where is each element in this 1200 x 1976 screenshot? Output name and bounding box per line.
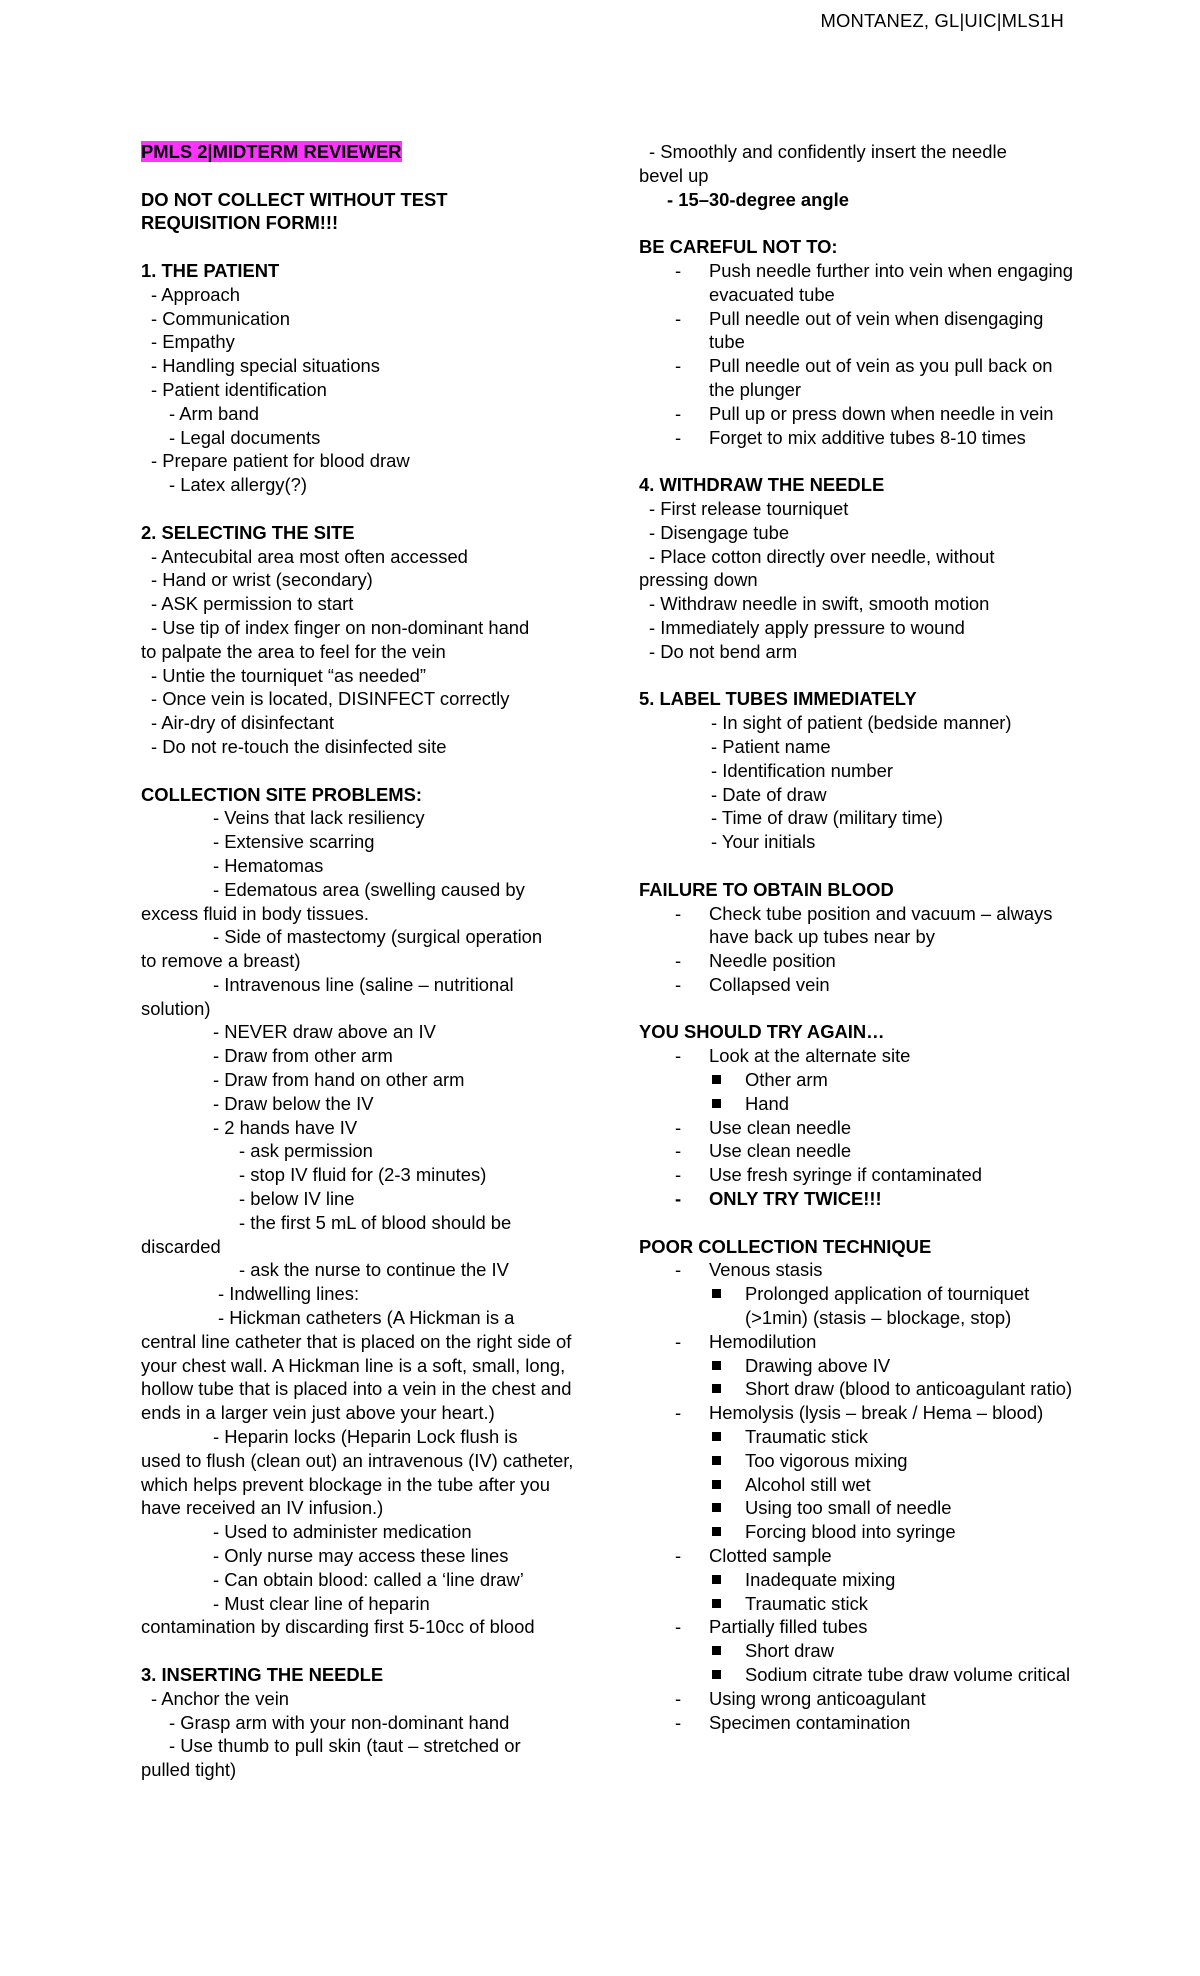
- list-item: - First release tourniquet: [649, 497, 849, 519]
- list-item-continuation: to remove a breast): [141, 950, 301, 972]
- list-item: - Do not bend arm: [649, 640, 798, 662]
- section-heading-try-again: YOU SHOULD TRY AGAIN…: [639, 1021, 885, 1043]
- warning-line-2: REQUISITION FORM!!!: [141, 212, 339, 234]
- list-subitem: Other arm: [639, 1068, 1079, 1092]
- list-item-continuation: bevel up: [639, 164, 709, 186]
- page-header-author: MONTANEZ, GL|UIC|MLS1H: [820, 10, 1064, 31]
- list-item: - Hemodilution: [639, 1330, 1079, 1354]
- list-item: - Communication: [151, 307, 290, 329]
- list-subitem: Hand: [639, 1092, 1079, 1116]
- list-subitem: - the first 5 mL of blood should be: [239, 1211, 512, 1233]
- list-item: - Anchor the vein: [151, 1687, 290, 1709]
- section-heading-withdraw: 4. WITHDRAW THE NEEDLE: [639, 474, 885, 496]
- list-item: - Pull needle out of vein when disengaging tube: [639, 307, 1079, 355]
- list-subitem: - ask the nurse to continue the IV: [239, 1259, 509, 1281]
- list-item: - Disengage tube: [649, 521, 790, 543]
- list-subitem: - Legal documents: [169, 426, 321, 448]
- list-item: - Place cotton directly over needle, without: [649, 545, 995, 567]
- list-item: - Smoothly and confidently insert the needle: [649, 141, 1007, 162]
- list-subitem: - Arm band: [169, 402, 259, 424]
- section-heading-careful: BE CAREFUL NOT TO:: [639, 236, 838, 258]
- list-item: - Veins that lack resiliency: [213, 807, 425, 829]
- list-item: - Pull needle out of vein as you pull back on the plunger: [639, 354, 1079, 402]
- list-subitem: Drawing above IV: [639, 1354, 1079, 1378]
- list-item-continuation: solution): [141, 997, 211, 1019]
- list-item: - In sight of patient (bedside manner): [711, 712, 1012, 734]
- list-subitem: Too vigorous mixing: [639, 1449, 1079, 1473]
- section-heading-label: 5. LABEL TUBES IMMEDIATELY: [639, 688, 917, 710]
- list-item: - Clotted sample: [639, 1544, 1079, 1568]
- list-item: - Draw from other arm: [213, 1045, 393, 1067]
- list-item: - Use tip of index finger on non-dominant hand: [151, 616, 530, 638]
- list-item-continuation: pulled tight): [141, 1759, 237, 1781]
- list-subitem: - ask permission: [239, 1140, 373, 1162]
- list-item: - Hematomas: [213, 854, 324, 876]
- list-item-continuation: excess fluid in body tissues.: [141, 902, 369, 924]
- list-item: - Patient identification: [151, 378, 327, 400]
- list-item: - Withdraw needle in swift, smooth motion: [649, 593, 990, 615]
- list-subitem: Inadequate mixing: [639, 1568, 1079, 1592]
- list-subitem: Short draw: [639, 1639, 1079, 1663]
- list-item: - Approach: [151, 283, 240, 305]
- list-item: - Immediately apply pressure to wound: [649, 616, 965, 638]
- list-item: - Use clean needle: [639, 1116, 1079, 1140]
- list-item: - Time of draw (military time): [711, 807, 943, 829]
- list-item: - Check tube position and vacuum – always have back up tubes near by: [639, 902, 1079, 950]
- list-item-continuation: central line catheter that is placed on the right side of your chest wall. A Hickman line is a soft, small, long, hollow tube that is placed into a vein in the chest and ends in a larger vein just above your heart.): [141, 1330, 572, 1424]
- list-subitem: Traumatic stick: [639, 1592, 1079, 1616]
- list-item: - Needle position: [639, 949, 1079, 973]
- list-item: - Hand or wrist (secondary): [151, 569, 373, 591]
- list-item: - Venous stasis: [639, 1258, 1079, 1282]
- list-item: - Draw from hand on other arm: [213, 1069, 465, 1091]
- section-heading-site: 2. SELECTING THE SITE: [141, 521, 355, 543]
- list-item-continuation: to palpate the area to feel for the vein: [141, 640, 446, 662]
- list-item: - Collapsed vein: [639, 973, 1079, 997]
- list-item: - Can obtain blood: called a ‘line draw’: [213, 1568, 524, 1590]
- list-item: - Prepare patient for blood draw: [151, 450, 410, 472]
- section-heading-problems: COLLECTION SITE PROBLEMS:: [141, 783, 422, 805]
- list-item: - Use fresh syringe if contaminated: [639, 1163, 1079, 1187]
- list-item: - Partially filled tubes: [639, 1615, 1079, 1639]
- list-item: - Extensive scarring: [213, 831, 375, 853]
- list-item: - Identification number: [711, 759, 893, 781]
- list-item: - Your initials: [711, 831, 816, 853]
- list-subitem: Sodium citrate tube draw volume critical: [639, 1663, 1079, 1687]
- section-heading-poor-technique: POOR COLLECTION TECHNIQUE: [639, 1235, 932, 1257]
- list-subitem: - Latex allergy(?): [169, 474, 307, 496]
- list-item: - Only nurse may access these lines: [213, 1545, 509, 1567]
- needle-angle: - 15–30-degree angle: [667, 188, 849, 210]
- list-item: - Look at the alternate site: [639, 1044, 1079, 1068]
- list-subitem: - stop IV fluid for (2-3 minutes): [239, 1164, 487, 1186]
- list-subitem: Alcohol still wet: [639, 1473, 1079, 1497]
- list-subitem: Forcing blood into syringe: [639, 1520, 1079, 1544]
- list-item: - ONLY TRY TWICE!!!: [639, 1187, 1079, 1211]
- list-item: - NEVER draw above an IV: [213, 1021, 436, 1043]
- list-item: - Air-dry of disinfectant: [151, 712, 334, 734]
- section-heading-failure: FAILURE TO OBTAIN BLOOD: [639, 878, 894, 900]
- list-item: - Side of mastectomy (surgical operation: [213, 926, 543, 948]
- list-item: - Draw below the IV: [213, 1092, 374, 1114]
- list-item: - Empathy: [151, 331, 235, 353]
- section-heading-needle: 3. INSERTING THE NEEDLE: [141, 1664, 384, 1685]
- right-column: [639, 140, 1079, 1734]
- list-item: - Handling special situations: [151, 355, 380, 377]
- list-item: - Using wrong anticoagulant: [639, 1687, 1079, 1711]
- list-item: - Pull up or press down when needle in vein: [639, 402, 1079, 426]
- list-item: - Indwelling lines:: [218, 1283, 360, 1305]
- list-item: - Used to administer medication: [213, 1521, 472, 1543]
- list-subitem: - below IV line: [239, 1188, 355, 1210]
- list-item: - Hickman catheters (A Hickman is a: [218, 1307, 515, 1329]
- list-item: - Push needle further into vein when engaging evacuated tube: [639, 259, 1079, 307]
- list-item: - Intravenous line (saline – nutritional: [213, 973, 514, 995]
- list-item: - Patient name: [711, 735, 831, 757]
- list-item: - Hemolysis (lysis – break / Hema – blood): [639, 1401, 1079, 1425]
- list-item: - Do not re-touch the disinfected site: [151, 735, 447, 757]
- list-subitem: Prolonged application of tourniquet (>1min) (stasis – blockage, stop): [639, 1282, 1079, 1330]
- list-item: - Forget to mix additive tubes 8-10 times: [639, 426, 1079, 450]
- list-item: - Untie the tourniquet “as needed”: [151, 664, 427, 686]
- list-item: - Specimen contamination: [639, 1711, 1079, 1735]
- list-subitem: Traumatic stick: [639, 1425, 1079, 1449]
- list-item-continuation: discarded: [141, 1235, 221, 1257]
- list-subitem: - Grasp arm with your non-dominant hand: [169, 1711, 510, 1733]
- left-column: [141, 140, 591, 1782]
- list-item-continuation: used to flush (clean out) an intravenous (IV) catheter, which helps prevent blockage in the tube after you have received an IV infusion.): [141, 1449, 574, 1519]
- list-subitem: Short draw (blood to anticoagulant ratio): [639, 1377, 1079, 1401]
- list-item: - Must clear line of heparin: [213, 1592, 430, 1614]
- list-item: - Heparin locks (Heparin Lock flush is: [213, 1426, 518, 1448]
- list-item-continuation: pressing down: [639, 569, 758, 591]
- list-subitem: Using too small of needle: [639, 1496, 1079, 1520]
- list-item: - Antecubital area most often accessed: [151, 545, 468, 567]
- list-item: - ASK permission to start: [151, 593, 354, 615]
- list-subitem: - Use thumb to pull skin (taut – stretched or: [169, 1735, 521, 1757]
- list-item: - Edematous area (swelling caused by: [213, 878, 525, 900]
- warning-line-1: DO NOT COLLECT WITHOUT TEST: [141, 188, 448, 210]
- list-item: - 2 hands have IV: [213, 1116, 358, 1138]
- list-item-continuation: contamination by discarding first 5-10cc of blood: [141, 1616, 535, 1638]
- list-item: - Date of draw: [711, 783, 827, 805]
- list-item: - Once vein is located, DISINFECT correctly: [151, 688, 510, 710]
- list-item: - Use clean needle: [639, 1139, 1079, 1163]
- document-title: PMLS 2|MIDTERM REVIEWER: [141, 141, 402, 162]
- section-heading-patient: 1. THE PATIENT: [141, 259, 280, 281]
